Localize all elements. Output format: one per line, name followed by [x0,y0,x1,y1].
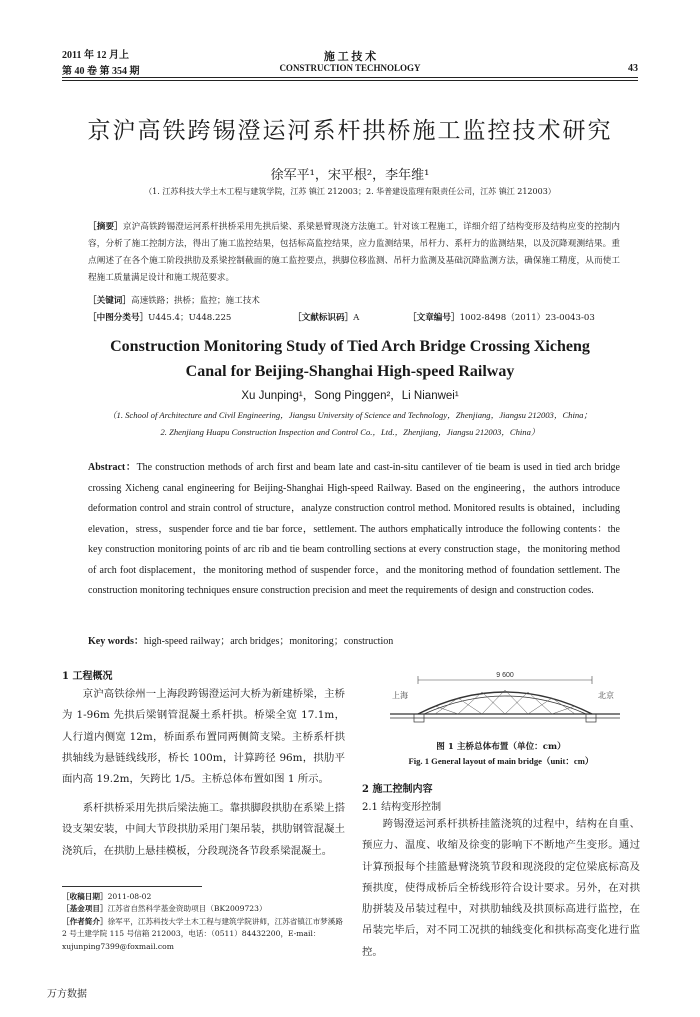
section-1-paragraph-1: 京沪高铁徐州一上海段跨锡澄运河大桥为新建桥梁，主桥为 1-96m 先拱后梁钢管混凝土系杆拱。桥梁全宽 17.1m，人行道内侧宽 12m，桥面系布置同两侧简支梁。主桥系杆拱拱轴线为悬链线线形，桥长 100m，计算跨径 96m，拱肋平面内高 19.2m，矢跨比 1/5。主桥总体布置如图 1 所示。 [62,688,345,786]
suspender-net [435,690,575,714]
header-rule-thin [62,80,638,81]
authors-cn: 徐军平¹，宋平根²，李年维¹ [270,168,430,183]
paper-title-en-line1: Construction Monitoring Study of Tied Arch Bridge Crossing Xicheng [110,338,590,355]
paper-title-en [0,334,700,384]
fund-label: ［基金项目］ [62,904,108,914]
received-date: 2011-08-02 [107,892,152,901]
author-bio-text: 徐军平，江苏科技大学土木工程与建筑学院讲师，江苏省镇江市梦溪路 2 号土建学院 115 号信箱 212003，电话：（0511）84432200，E-mail：xujunping7399@foxmail.com [62,916,343,951]
footer-watermark: 万方数据 [47,989,87,1000]
footnote-fund [62,903,345,915]
affiliations-en-line2: 2. Zhenjiang Huapu Construction Inspection and Control Co.，Ltd.，Zhenjiang，Jiangsu 212003，China） [160,427,540,437]
article-no-label: ［文章编号］ [408,313,460,323]
abstract-en-label: Abstract： [88,462,137,473]
footnote-rule [62,886,202,887]
classification-line [88,311,620,323]
footnote-author [62,916,345,953]
abstract-cn [88,219,620,287]
footnote [62,891,345,953]
header-rule [62,77,638,78]
issue-volume: 第 40 卷 第 354 期 [62,66,140,77]
author-bio-label: ［作者简介］ [62,916,108,926]
keywords-cn [88,294,620,306]
label-shanghai: 上海 [392,691,408,700]
clc-label: ［中图分类号］ [88,313,149,323]
figure-1-caption-cn: 图 1 主桥总体布置（单位：cm） [436,742,566,752]
journal-name-cn: 施 工 技 术 [323,51,377,63]
keywords-cn-label: ［关键词］ [88,296,131,306]
affiliations-cn: （1. 江苏科技大学土木工程与建筑学院，江苏 镇江 212003；2. 华普建设监理有限责任公司，江苏 镇江 212003） [144,187,556,196]
doc-code-value: A [353,313,360,323]
keywords-en [88,632,620,647]
footnote-received [62,891,345,903]
paper-title-cn: 京沪高铁跨锡澄运河系杆拱桥施工监控技术研究 [87,118,613,144]
arch-rib-upper [418,692,592,714]
section-1-paragraph-2: 系杆拱桥采用先拱后梁法施工。靠拱脚段拱肋在系梁上搭设支架安装，中间大节段拱肋采用门架吊装，拱肋钢管混凝土浇筑后，在拱肋上悬挂模板，分段现浇各节段系梁混凝土。 [62,802,345,857]
authors-en: Xu Junping¹，Song Pinggen²，Li Nianwei¹ [241,390,459,402]
keywords-en-text: high-speed railway；arch bridges；monitoring；construction [143,636,394,647]
figure-1-caption-en: Fig. 1 General layout of main bridge（unit：cm） [408,756,594,766]
keywords-en-label: Key words： [88,636,144,647]
section-2-heading: 2 施工控制内容 [362,784,433,795]
dimension-label: 9 600 [496,672,514,679]
bridge-elevation-drawing [380,668,630,734]
paper-title-en-line2: Canal for Beijing-Shanghai High-speed Railway [185,363,515,380]
issue-date: 2011 年 12 月上 [62,50,129,61]
label-beijing: 北京 [598,691,614,700]
section-2-1-heading: 2.1 结构变形控制 [362,802,442,813]
doc-code-label: ［文献标识码］ [293,313,354,323]
keywords-cn-text: 高速铁路；拱桥；监控；施工技术 [130,296,260,306]
abstract-en-text: The construction methods of arch first and beam late and cast-in-situ cantilever of tie beam is used in tied arch bridge crossing Xicheng canal engineering for Beijing-Shanghai High-speed Railway. Based on the engineering，the authors introduce deformation control and strain control of structure，analyze construction control method. Monitored results is obtained，including elevation，stress，suspender force and tie bar force，settlement. The authors emphatically introduce the following contents：the key construction monitoring points of arc rib and tie beam controlling sections at every construction stage，the monitoring method of arch foot displacement，the monitoring method of suspender force，and the monitoring method of foundation settlement. The construction monitoring techniques ensure construction precision and meet the requirements of design and construction codes. [88,462,620,596]
affiliations-en [40,407,660,441]
abstract-cn-text: 京沪高铁跨锡澄运河系杆拱桥采用先拱后梁、系梁悬臂现浇方法施工。针对该工程施工，详细介绍了结构变形及结构应变的控制内容，分析了施工控制方法，得出了施工监控结果，包括标高监控结果，应力监测结果，吊杆力、系杆力的监测结果，以及沉降观测结果。重点阐述了在各个施工阶段拱肋及系梁控制截面的施工监控要点，拱脚位移监测、吊杆力监测及基础沉降监测方法，确保施工精度，从而使工程施工质量满足设计和施工规范要求。 [88,222,620,283]
article-no-value: 1002-8498（2011）23-0043-03 [459,313,595,323]
page-number: 43 [628,63,638,74]
journal-name-en: CONSTRUCTION TECHNOLOGY [279,63,421,73]
figure-1 [380,668,630,734]
section-2-1-paragraph: 跨锡澄运河系杆拱桥挂篮浇筑的过程中，结构在自重、预应力、温度、收缩及徐变的影响下不断地产生变形。通过计算预报每个挂篮悬臂浇筑节段和现浇段的定位梁底标高及预拱度，使得成桥后全桥线形符合设计要求。另外，在对拱肋拼装及吊装过程中，对拱肋轴线及拱顶标高进行监控，在吊装完毕后，对不同工况拱的轴线变化和拱标高变化进行监控。 [362,818,640,958]
section-1-heading: 1 工程概况 [62,671,113,682]
clc-value: U445.4；U448.225 [148,313,232,323]
abstract-cn-label: ［摘要］ [88,222,123,232]
abstract-en [88,458,620,602]
received-label: ［收稿日期］ [62,892,108,901]
affiliations-en-line1: （1. School of Architecture and Civil Engineering，Jiangsu University of Science and Technology，Zhenjiang，Jiangsu 212003，China； [107,410,593,420]
fund-text: 江苏省自然科学基金资助项目（BK2009723） [107,904,267,914]
